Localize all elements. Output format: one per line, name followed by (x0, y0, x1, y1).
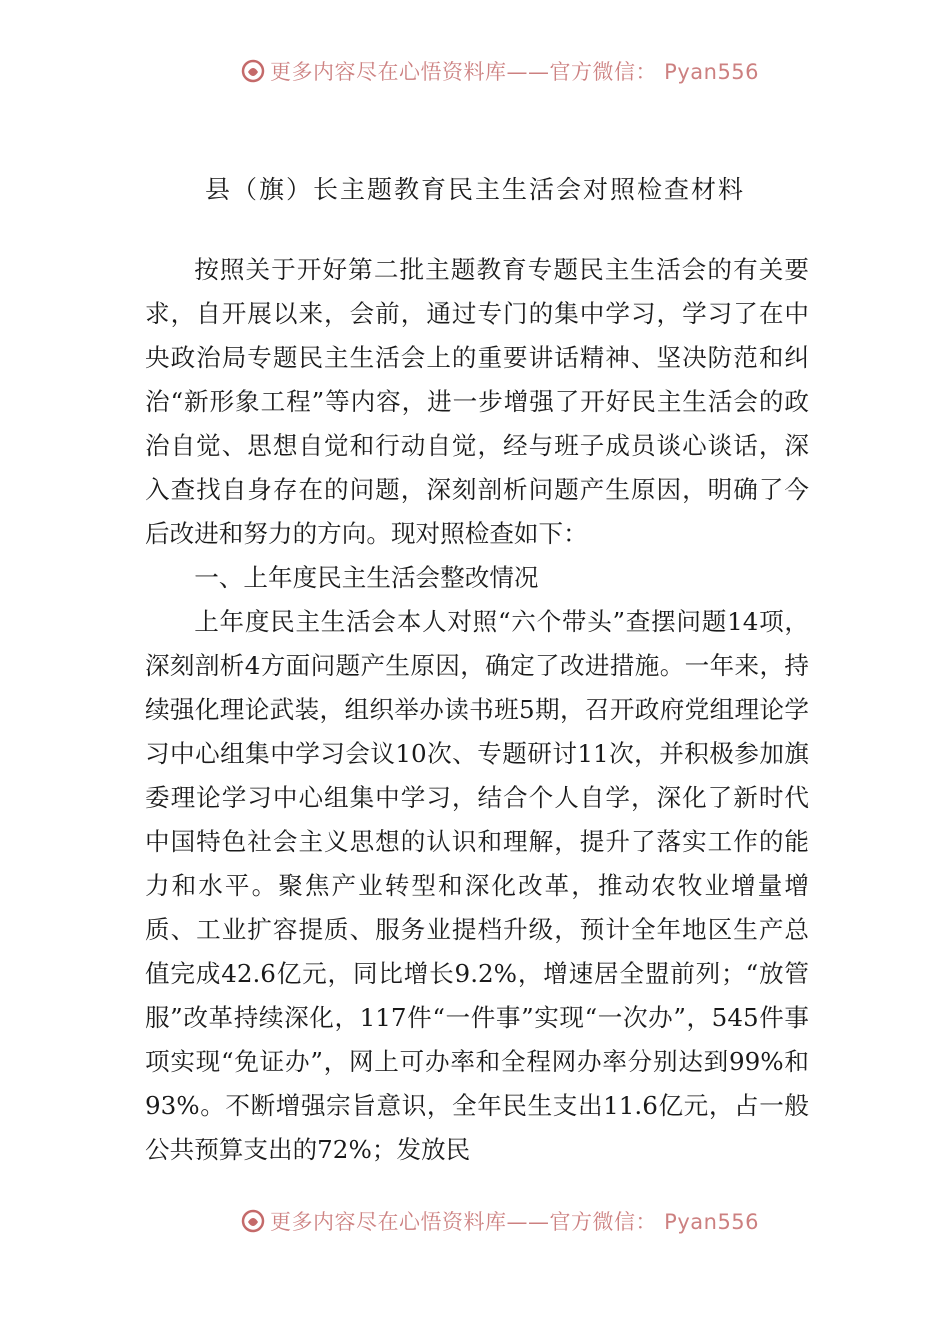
header-watermark (240, 54, 760, 88)
paragraph-section-1: 上年度民主生活会本人对照“六个带头”查摆问题14项，深刻剖析4方面问题产生原因，确定了改进措施。一年来，持续强化理论武装，组织举办读书班5期，召开政府党组理论学习中心组集中学习会议10次、专题研讨11次，并积极参加旗委理论学习中心组集中学习，结合个人自学，深化了新时代中国特色社会主义思想的认识和理解，提升了落实工作的能力和水平。聚焦产业转型和深化改革，推动农牧业增量增质、工业扩容提质、服务业提档升级，预计全年地区生产总值完成42.6亿元，同比增长9.2%，增速居全盟前列；“放管服”改革持续深化，117件“一件事”实现“一次办”，545件事项实现“免证办”，网上可办率和全程网办率分别达到99%和93%。不断增强宗旨意识，全年民生支出11.6亿元，占一般公共预算支出的72%；发放民 (145, 607, 809, 1164)
paragraph-intro: 按照关于开好第二批主题教育专题民主生活会的有关要求，自开展以来，会前，通过专门的集中学习，学习了在中央政治局专题民主生活会上的重要讲话精神、坚决防范和纠治“新形象工程”等内容，进一步增强了开好民主生活会的政治自觉、思想自觉和行动自觉，经与班子成员谈心谈话，深入查找自身存在的问题，深刻剖析问题产生原因，明确了今后改进和努力的方向。现对照检查如下： (145, 255, 809, 548)
brand-logo-icon (240, 58, 266, 84)
brand-logo-icon (240, 1208, 266, 1234)
section-heading-1: 一、上年度民主生活会整改情况 (194, 563, 539, 592)
document-body (145, 248, 809, 1172)
footer-watermark (240, 1204, 760, 1238)
watermark-text: 更多内容尽在心悟资料库——官方微信： Pyan556 (270, 60, 760, 84)
watermark-text: 更多内容尽在心悟资料库——官方微信： Pyan556 (270, 1210, 760, 1234)
document-title: 县（旗）长主题教育民主生活会对照检查材料 (204, 175, 745, 204)
